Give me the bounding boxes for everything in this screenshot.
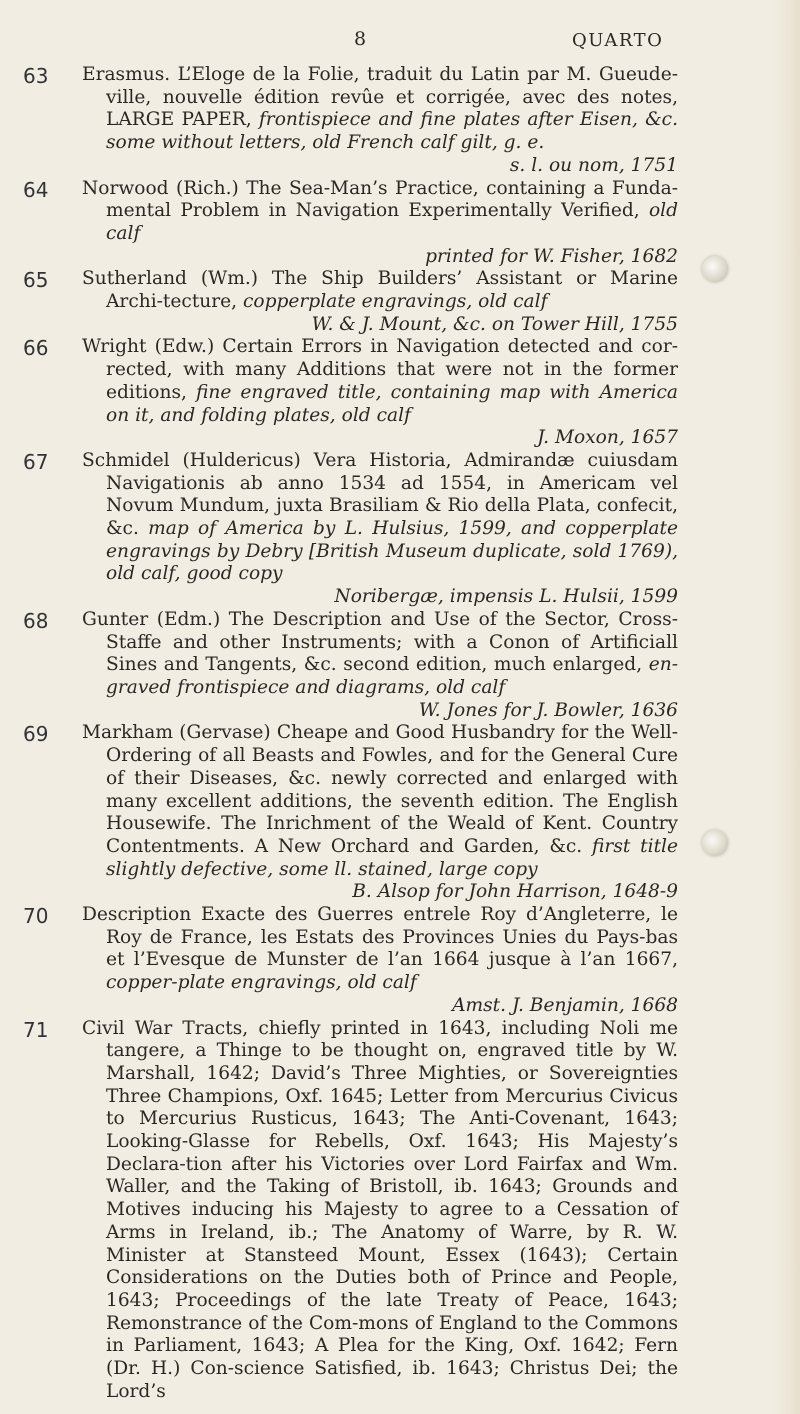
entry-text: Erasmus. L’Eloge de la Folie, traduit du Latin par M. Gueude-ville, nouvelle édition revûe et corrigée, avec des notes, LARGE PAPER, xyxy=(82,64,678,131)
catalogue-entry xyxy=(0,268,700,336)
entry-imprint: Amst. J. Benjamin, 1668 xyxy=(452,994,678,1016)
entry-italic: first title slightly defective, some ll. stained, large copy xyxy=(106,835,678,880)
entry-imprint: J. Moxon, 1657 xyxy=(537,427,678,449)
entry-imprint: W. & J. Mount, &c. on Tower Hill, 1755 xyxy=(311,313,678,335)
catalogue-entry xyxy=(0,904,700,1018)
catalogue-entry xyxy=(0,450,700,609)
entry-italic: frontispiece and fine plates after Eisen, &c. some without letters, old French calf gilt, g. e. xyxy=(106,109,678,154)
lot-number: 68 xyxy=(23,608,49,633)
page-number: 8 xyxy=(354,28,367,50)
catalogue-entry xyxy=(0,1018,700,1404)
catalogue-entries xyxy=(0,64,700,1403)
catalogue-entry xyxy=(0,64,700,178)
entry-italic: en-graved frontispiece and diagrams, old calf xyxy=(106,654,678,698)
entry-italic: fine engraved title, containing map with America on it, and folding plates, old calf xyxy=(106,381,678,426)
entry-text: Gunter (Edm.) The Description and Use of the Sector, Cross-Staffe and other Instruments; with a Conon of Artificiall Sines and Tangents, &c. second edition, much enlarged, xyxy=(82,608,678,676)
entry-imprint: Noribergæ, impensis L. Hulsii, 1599 xyxy=(334,586,678,608)
entry-italic: map of America by L. Hulsius, 1599, and copperplate engravings by Debry [British Museum duplicate, sold 1769), old calf, good copy xyxy=(106,518,678,585)
lot-number: 69 xyxy=(23,722,49,747)
entry-text: Markham (Gervase) Cheape and Good Husbandry for the Well-Ordering of all Beasts and Fowles, and for the General Cure of their Diseases, &c. newly corrected and enlarged with many excellent additions, the seventh edition. The English Housewife. The Inrichment of the Weald of Kent. Country Contentments. A New Orchard and Garden, &c. xyxy=(82,722,678,857)
lot-number: 66 xyxy=(23,336,49,361)
entry-italic: old calf xyxy=(106,200,678,244)
binding-hole xyxy=(702,256,728,282)
catalogue-entry xyxy=(0,609,700,723)
lot-number: 65 xyxy=(23,268,49,293)
entry-text: Civil War Tracts, chiefly printed in 1643, including Noli me tangere, a Thinge to be thought on, engraved title by W. Marshall, 1642; David’s Three Mighties, or Sovereignties Three Champions, Oxf. 1645; Letter from Mercurius Civicus to Mercurius Rusticus, 1643; The Anti-Covenant, 1643; Looking-Glasse for Rebells, Oxf. 1643; His Majesty’s Declara-tion after his Victories over Lord Fairfax and Wm. Waller, and the Taking of Bristoll, ib. 1643; Grounds and Motives inducing his Majesty to agree to a Cessation of Arms in Ireland, ib.; The Anatomy of Warre, by R. W. Minister at Stansteed Mount, Essex (1643); Certain Considerations on the Duties both of Prince and People, 1643; Proceedings of the late Treaty of Peace, 1643; Remonstrance of the Com-mons of England to the Commons in Parliament, 1643; A Plea for the King, Oxf. 1642; Fern (Dr. H.) Con-science Satisfied, ib. 1643; Christus Dei; the Lord’s xyxy=(82,1017,678,1402)
entry-italic: copperplate engravings, old calf xyxy=(243,291,548,313)
entry-text: Sutherland (Wm.) The Ship Builders’ Assistant or Marine Archi-tecture, xyxy=(82,268,678,313)
catalogue-entry xyxy=(0,336,700,450)
lot-number: 70 xyxy=(23,904,49,929)
entry-imprint: W. Jones for J. Bowler, 1636 xyxy=(418,699,678,721)
binding-hole xyxy=(702,830,728,856)
catalogue-entry xyxy=(0,722,700,904)
lot-number: 67 xyxy=(23,449,49,474)
lot-number: 64 xyxy=(23,177,49,202)
entry-text: Wright (Edw.) Certain Errors in Navigation detected and cor-rected, with many Additions that were not in the former editions, xyxy=(82,336,678,403)
entry-imprint: printed for W. Fisher, 1682 xyxy=(425,245,678,267)
page-edge xyxy=(772,0,800,1414)
running-title: QUARTO xyxy=(572,30,664,51)
entry-imprint: B. Alsop for John Harrison, 1648-9 xyxy=(352,881,678,903)
entry-text: Schmidel (Huldericus) Vera Historia, Admirandæ cuiusdam Navigationis ab anno 1534 ad 1554, in Americam vel Novum Mundum, juxta Brasiliam & Rio della Plata, confecit, &c. xyxy=(82,449,678,540)
entry-text: Norwood (Rich.) The Sea-Man’s Practice, containing a Funda-mental Problem in Navigation Experimentally Verified, xyxy=(82,177,678,222)
page-header xyxy=(0,28,700,58)
lot-number: 71 xyxy=(23,1017,49,1042)
catalogue-entry xyxy=(0,178,700,269)
entry-imprint: s. l. ou nom, 1751 xyxy=(509,154,678,176)
lot-number: 63 xyxy=(23,64,49,88)
entry-text: Description Exacte des Guerres entrele Roy d’Angleterre, le Roy de France, les Estats des Provinces Unies du Pays-bas et l’Evesque de Munster de l’an 1664 jusque à l’an 1667, xyxy=(82,904,678,971)
entry-italic: copper-plate engravings, old calf xyxy=(106,972,417,994)
